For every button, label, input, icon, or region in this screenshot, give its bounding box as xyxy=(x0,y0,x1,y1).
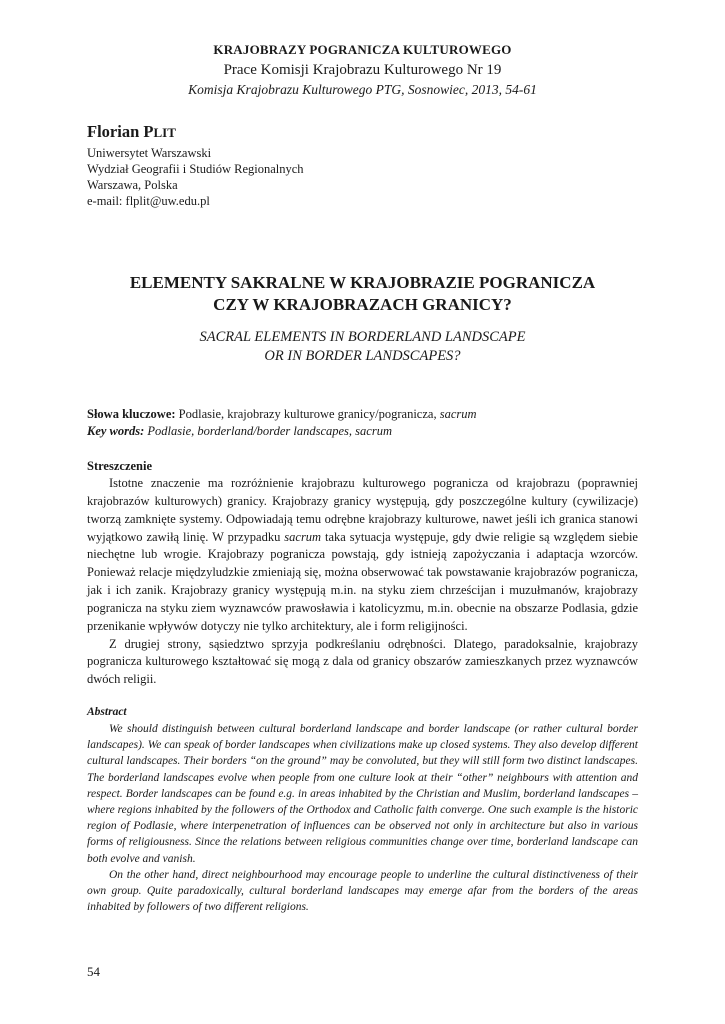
abstract-paragraph: We should distinguish between cultural borderland landscape and border landscape (or rather cultural border landscapes). We can speak of border landscapes when civilizations make up closed systems. They also develop different cultural landscapes. Their borders “on the ground” may be convoluted, but they will still form two distinct landscapes. The borderland landscapes evolve when people from one culture look at their “other” neighbours with attention and respect. Border landscapes can be found e.g. in areas inhabited by the Christian and Muslim, borderland landscapes – where regions inhabited by the followers of the Orthodox and Catholic faith converge. One such example is the historic region of Podlasie, where interpenetration of influences can be observed not only in architecture but also in various forms of religiousness. Since the relations between religious communities change over time, borderland landscape can both evolve and vanish. xyxy=(87,723,638,865)
streszczenie-heading: Streszczenie xyxy=(87,459,153,473)
series-subtitle: Prace Komisji Krajobrazu Kulturowego Nr 19 xyxy=(223,62,502,78)
keywords-pl xyxy=(87,406,642,423)
affiliation-line: Wydział Geografii i Studiów Regionalnych xyxy=(87,162,304,176)
author-last-rest: LIT xyxy=(153,125,176,140)
keywords-pl-sacrum: sacrum xyxy=(439,407,477,421)
sacrum-term: sacrum xyxy=(284,529,322,544)
title-en-line: SACRAL ELEMENTS IN BORDERLAND LANDSCAPE xyxy=(199,329,526,345)
affiliation-email: e-mail: flplit@uw.edu.pl xyxy=(87,194,210,208)
keywords-pl-text: Podlasie, krajobrazy kulturowe granicy/pogranicza, xyxy=(175,407,440,421)
keywords-pl-label: Słowa kluczowe: xyxy=(87,407,176,421)
keywords-en-text: Podlasie, borderland/border landscapes, sacrum xyxy=(144,424,392,438)
author-name xyxy=(87,122,176,142)
series-title: KRAJOBRAZY POGRANICZA KULTUROWEGO xyxy=(213,42,512,57)
title-pl-line: CZY W KRAJOBRAZACH GRANICY? xyxy=(213,295,512,314)
affiliation-line: Warszawa, Polska xyxy=(87,178,178,192)
author-last-initial: P xyxy=(143,122,154,141)
keywords-en xyxy=(87,423,642,440)
paper-title-en xyxy=(0,328,725,366)
author-affiliation xyxy=(87,145,304,209)
abstract-heading: Abstract xyxy=(87,706,127,718)
keywords-en-label: Key words: xyxy=(87,424,145,438)
page-number: 54 xyxy=(87,964,100,979)
keywords-block xyxy=(87,406,642,440)
streszczenie-paragraph xyxy=(87,475,638,636)
paper-title-pl xyxy=(0,272,725,316)
paragraph-text: taka sytuacja występuje, gdy dwie religie są względem siebie niechętne lub wrogie. Krajobrazy pogranicza powstają, gdy istnieją zapożyczania i adaptacja wzorców. Ponieważ relacje międzyludzkie zmieniają się, można obserwować tak powstawanie krajobrazów pogranicza, jak i ich zanik. Krajobrazy granicy występują m.in. na styku ziem chrześcijan i muzułmanów, krajobrazy pogranicza na styku ziem wyznawców prawosławia i katolicyzmu, m.in. obecnie na obszarze Podlasia, gdzie przenikanie wpływów dotyczy nie tylko architektury, ale i form religijności. xyxy=(87,529,638,633)
abstract-paragraph: On the other hand, direct neighbourhood may encourage people to underline the cultural distinctiveness of their own group. Quite paradoxically, cultural borderland landscapes may emerge afar from the borders of the areas inhabited by followers of two different religions. xyxy=(87,868,638,914)
streszczenie-section xyxy=(87,458,638,689)
author-first-name: Florian xyxy=(87,122,144,141)
citation-line: Komisja Krajobrazu Kulturowego PTG, Sosnowiec, 2013, 54-61 xyxy=(188,82,537,97)
title-en-line: OR IN BORDER LANDSCAPES? xyxy=(264,348,461,364)
abstract-section xyxy=(87,704,638,915)
title-pl-line: ELEMENTY SAKRALNE W KRAJOBRAZIE POGRANICZA xyxy=(129,273,596,292)
streszczenie-paragraph: Z drugiej strony, sąsiedztwo sprzyja podkreślaniu odrębności. Dlatego, paradoksalnie, krajobrazy pogranicza kulturowego kształtować się mogą z dala od granicy obszarów zamieszkanych przez wyznawców dwóch religii. xyxy=(87,636,638,687)
affiliation-line: Uniwersytet Warszawski xyxy=(87,146,212,160)
paragraph-text: Istotne znaczenie ma rozróżnienie krajobrazu kulturowego pogranicza od krajobrazu (poprawniej krajobrazów kulturowych) granicy. Krajobrazy granicy występują, gdy poszczególne kultury (cywilizacje) tworzą zamknięte systemy. Odpowiadają temu odrębne krajobrazy kulturowe, nawet jeśli ich granica stanowi wyjątkowo zawiłą linię. W przypadku xyxy=(87,476,638,544)
